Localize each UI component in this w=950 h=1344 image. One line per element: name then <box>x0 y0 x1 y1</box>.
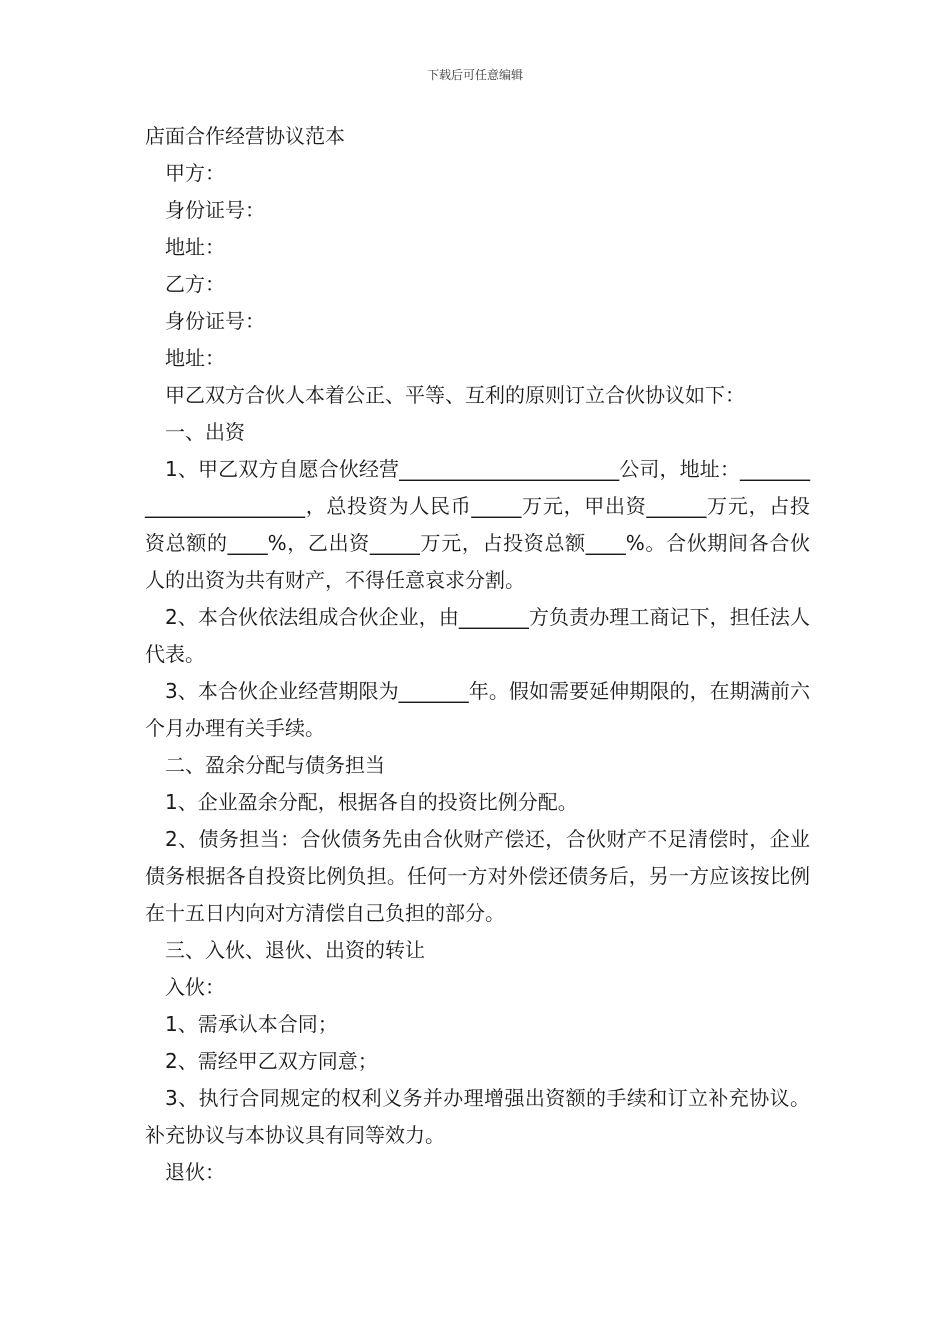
party-b-id-label: 身份证号： <box>165 309 265 333</box>
preamble: 甲乙双方合伙人本着公正、平等、互利的原则订立合伙协议如下： <box>165 383 745 407</box>
party-a-label: 甲方： <box>165 161 225 185</box>
section-1-item-3: 3、本合伙企业经营期限为_______年。假如需要延伸期限的，在期满前六个月办理有关手续。 <box>145 679 810 740</box>
section-1-item-1: 1、甲乙双方自愿合伙经营______________________公司，地址：_______________________，总投资为人民币_____万元，甲出资______万元，占投资总额的____%，乙出资_____万元，占投资总额____%。合伙期间各合伙人的出资为共有财产，不得任意哀求分割。 <box>145 457 810 592</box>
section-2-item-1: 1、企业盈余分配，根据各自的投资比例分配。 <box>165 790 578 814</box>
join-item-3: 3、执行合同规定的权利义务并办理增强出资额的手续和订立补充协议。补充协议与本协议具有同等效力。 <box>145 1086 810 1147</box>
page-header-note: 下载后可任意编辑 <box>426 68 523 82</box>
party-a-id-label: 身份证号： <box>165 198 265 222</box>
section-2-title: 二、盈余分配与债务担当 <box>165 753 385 777</box>
document-title: 店面合作经营协议范本 <box>145 124 345 148</box>
join-item-2: 2、需经甲乙双方同意； <box>165 1049 378 1073</box>
section-3-title: 三、入伙、退伙、出资的转让 <box>165 938 425 962</box>
party-a-address-label: 地址： <box>165 235 225 259</box>
section-2-item-2: 2、债务担当：合伙债务先由合伙财产偿还，合伙财产不足清偿时，企业债务根据各自投资比例负担。任何一方对外偿还债务后，另一方应该按比例在十五日内向对方清偿自己负担的部分。 <box>145 827 810 925</box>
document-body <box>145 118 810 1191</box>
section-1-title: 一、出资 <box>165 420 245 444</box>
party-b-address-label: 地址： <box>165 346 225 370</box>
party-b-label: 乙方： <box>165 272 225 296</box>
withdraw-label: 退伙： <box>165 1160 225 1184</box>
join-item-1: 1、需承认本合同； <box>165 1012 338 1036</box>
section-1-item-2: 2、本合伙依法组成合伙企业，由_______方负责办理工商记下，担任法人代表。 <box>145 605 810 666</box>
join-label: 入伙： <box>165 975 225 999</box>
